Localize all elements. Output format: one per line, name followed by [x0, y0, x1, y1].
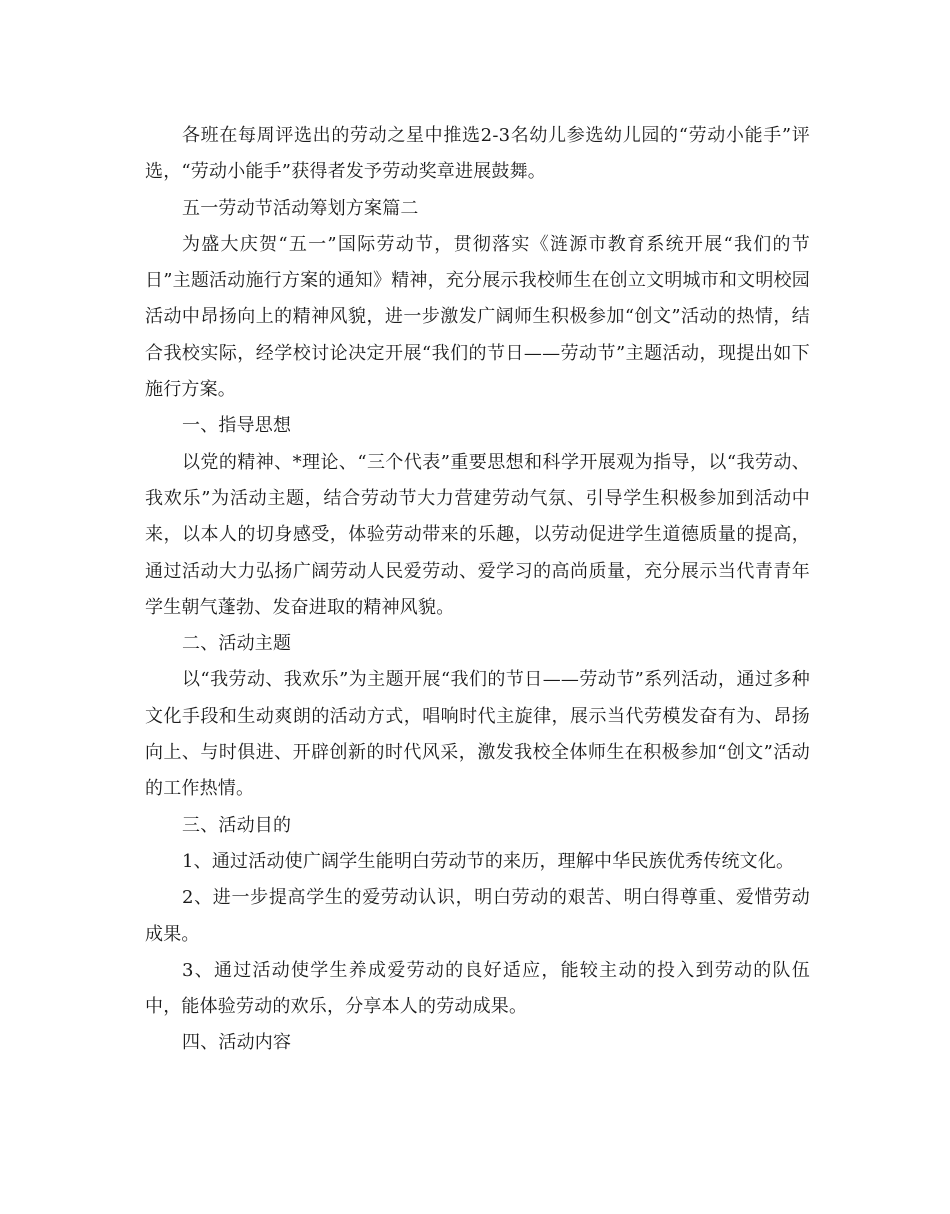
paragraph-purpose-2: 2、进一步提高学生的爱劳动认识，明白劳动的艰苦、明白得尊重、爱惜劳动成果。 [145, 887, 810, 945]
heading-activity-theme: 二、活动主题 [182, 633, 292, 655]
section-title-part-two: 五一劳动节活动筹划方案篇二 [182, 197, 419, 219]
paragraph-award-selection: 各班在每周评选出的劳动之星中推选2-3名幼儿参选幼儿园的“劳动小能手”评选，“劳动小能手”获得者发予劳动奖章进展鼓舞。 [145, 125, 810, 183]
heading-guiding-ideology: 一、指导思想 [182, 415, 292, 437]
paragraph-guiding-ideology: 以党的精神、*理论、“三个代表”重要思想和科学开展观为指导，以“我劳动、我欢乐”为活动主题，结合劳动节大力营建劳动气氛、引导学生积极参加到活动中来，以本人的切身感受，体验劳动带来的乐趣，以劳动促进学生道德质量的提高，通过活动大力弘扬广阔劳动人民爱劳动、爱学习的高尚质量，充分展示当代青青年学生朝气蓬勃、发奋进取的精神风貌。 [145, 451, 810, 618]
paragraph-purpose-1: 1、通过活动使广阔学生能明白劳动节的来历，理解中华民族优秀传统文化。 [182, 850, 795, 872]
heading-activity-purpose: 三、活动目的 [182, 814, 292, 836]
paragraph-introduction: 为盛大庆贺“五一”国际劳动节，贯彻落实《涟源市教育系统开展“我们的节日”主题活动施行方案的通知》精神，充分展示我校师生在创立文明城市和文明校园活动中昂扬向上的精神风貌，进一步激发广阔师生积极参加“创文”活动的热情，结合我校实际，经学校讨论决定开展“我们的节日——劳动节”主题活动，现提出如下施行方案。 [145, 233, 810, 401]
paragraph-purpose-3: 3、通过活动使学生养成爱劳动的良好适应，能较主动的投入到劳动的队伍中，能体验劳动的欢乐，分享本人的劳动成果。 [145, 959, 810, 1018]
paragraph-activity-theme: 以“我劳动、我欢乐”为主题开展“我们的节日——劳动节”系列活动，通过多种文化手段和生动爽朗的活动方式，唱响时代主旋律，展示当代劳模发奋有为、昂扬向上、与时俱进、开辟创新的时代风采，激发我校全体师生在积极参加“创文”活动的工作热情。 [145, 669, 810, 800]
heading-activity-content: 四、活动内容 [182, 1032, 292, 1054]
document-body [145, 118, 810, 1062]
